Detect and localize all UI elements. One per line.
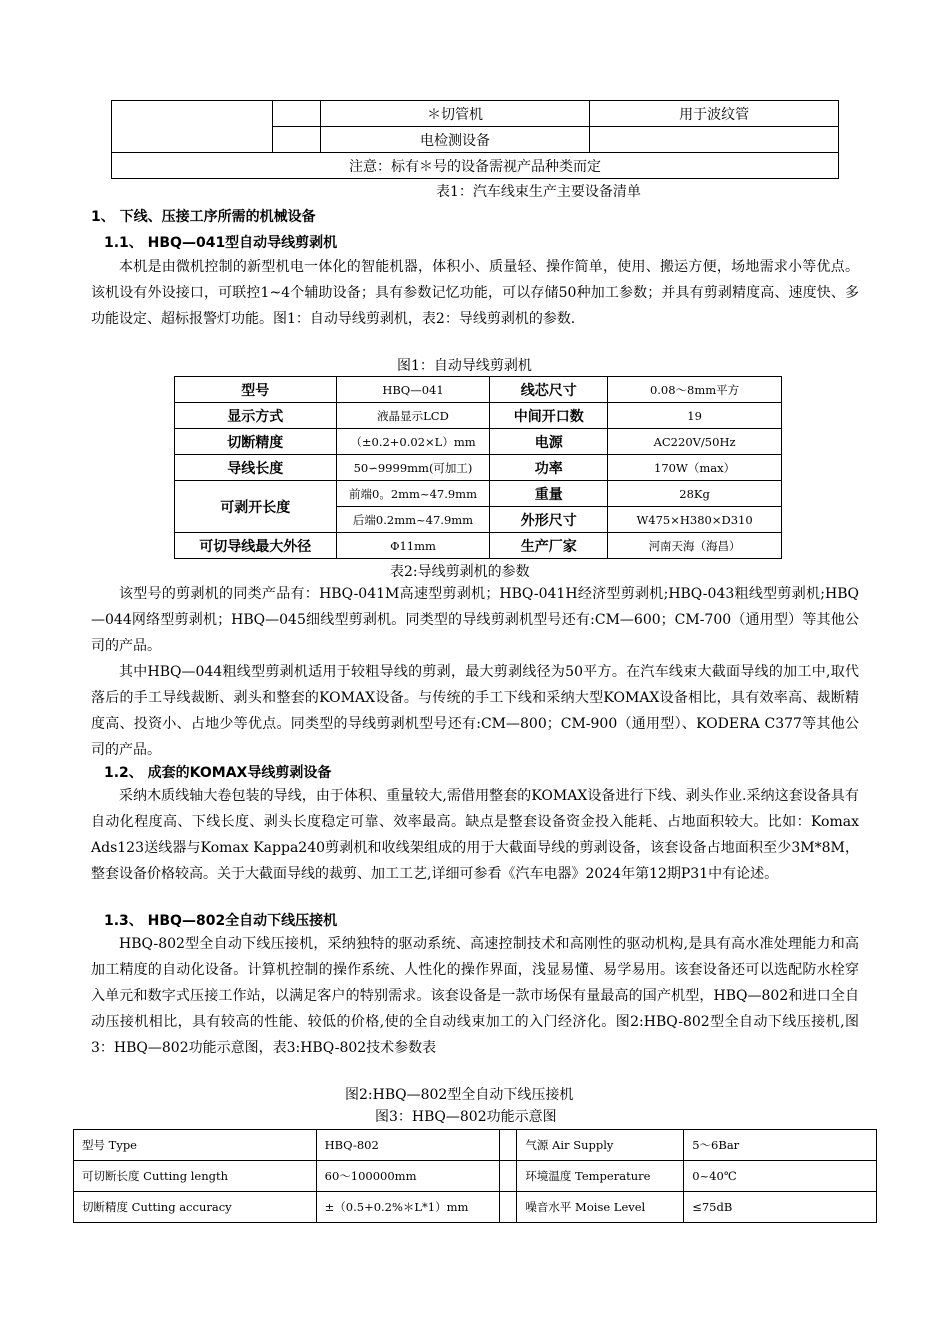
table-cell: HBQ-802 <box>316 1130 500 1161</box>
table-cell: Φ11mm <box>336 533 490 559</box>
table-cell <box>272 127 320 153</box>
figure1-caption: 图1：自动导线剪剥机 <box>397 358 532 374</box>
table-cell <box>500 1161 517 1192</box>
table-footnote: 注意：标有＊号的设备需视产品种类而定 <box>112 153 839 179</box>
table-cell: W475×H380×D310 <box>608 507 782 533</box>
table-cell: 环境温度 Temperature <box>517 1161 684 1192</box>
table-cell: （±0.2+0.02×L）mm <box>336 429 490 455</box>
table-cell: 28Kg <box>608 481 782 507</box>
table-header-cell: 外形尺寸 <box>490 507 608 533</box>
table-cell <box>112 101 273 153</box>
table-row <box>175 377 782 403</box>
table-row <box>112 153 839 179</box>
table-cell: ±（0.5+0.2%＊L*1）mm <box>316 1192 500 1223</box>
table-row <box>175 403 782 429</box>
table-cell: 0~40℃ <box>684 1161 877 1192</box>
table-cell: 切断精度 Cutting accuracy <box>74 1192 317 1223</box>
table-header-cell: 生产厂家 <box>490 533 608 559</box>
table-cell: 后端0.2mm~47.9mm <box>336 507 490 533</box>
table-header-cell: 功率 <box>490 455 608 481</box>
table-cell: AC220V/50Hz <box>608 429 782 455</box>
table-row <box>175 455 782 481</box>
paragraph-1-1-b: 该型号的剪剥机的同类产品有：HBQ-041M高速型剪剥机；HBQ-041H经济型剪剥机;HBQ-043粗线型剪剥机;HBQ—044网络型剪剥机；HBQ—045细线型剪剥机。同类型的导线剪剥机型号还有:CM—600；CM-700（通用型）等其他公司的产品。 <box>91 586 859 654</box>
table-cell: 可切断长度 Cutting length <box>74 1161 317 1192</box>
section-heading-1-1: 1.1、 HBQ—041型自动导线剪剥机 <box>104 235 338 251</box>
table-row <box>112 101 839 127</box>
table-cell: 液晶显示LCD <box>336 403 490 429</box>
table-cell: 河南天海（海昌） <box>608 533 782 559</box>
table-cell: 170W（max） <box>608 455 782 481</box>
table-cell: 用于波纹管 <box>590 101 839 127</box>
paragraph-1-1-c: 其中HBQ—044粗线型剪剥机适用于较粗导线的剪剥，最大剪剥线径为50平方。在汽车线束大截面导线的加工中,取代落后的手工导线裁断、剥头和整套的KOMAX设备。与传统的手工下线和采纳大型KOMAX设备相比，具有效率高、裁断精度高、投资小、占地少等优点。同类型的导线剪剥机型号还有:CM—800；CM-900（通用型）、KODERA C377等其他公司的产品。 <box>91 664 859 758</box>
paragraph-1-2: 采纳木质线轴大卷包装的导线，由于体积、重量较大,需借用整套的KOMAX设备进行下线、剥头作业.采纳这套设备具有自动化程度高、下线长度、剥头长度稳定可靠、效率最高。缺点是整套设备资金投入能耗、占地面积较大。比如：Komax Ads123送线器与Komax Kappa240剪剥机和收线架组成的用于大截面导线的剪剥设备，该套设备占地面积至少3M*8M，整套设备价格较高。关于大截面导线的裁剪、加工工艺,详细可参看《汽车电器》2024年第12期P31中有论述。 <box>91 788 859 882</box>
table-cell: ＊切管机 <box>320 101 590 127</box>
table-cell: 噪音水平 Moise Level <box>517 1192 684 1223</box>
equipment-list-table <box>111 100 839 179</box>
table-header-cell: 导线长度 <box>175 455 337 481</box>
table-cell: 型号 Type <box>74 1130 317 1161</box>
table-cell: 19 <box>608 403 782 429</box>
table-header-cell: 可切导线最大外径 <box>175 533 337 559</box>
table-cell: HBQ—041 <box>336 377 490 403</box>
table-header-cell: 切断精度 <box>175 429 337 455</box>
table-header-cell: 重量 <box>490 481 608 507</box>
table-cell <box>500 1192 517 1223</box>
table-cell: ≤75dB <box>684 1192 877 1223</box>
table2-caption: 表2:导线剪剥机的参数 <box>390 564 530 580</box>
table-header-cell: 电源 <box>490 429 608 455</box>
table-cell: 前端0。2mm~47.9mm <box>336 481 490 507</box>
table-header-cell: 型号 <box>175 377 337 403</box>
figure3-caption: 图3：HBQ—802功能示意图 <box>375 1109 557 1125</box>
table-row <box>175 429 782 455</box>
table-cell: 5～6Bar <box>684 1130 877 1161</box>
table-cell: 60～100000mm <box>316 1161 500 1192</box>
section-heading-1-3: 1.3、 HBQ—802全自动下线压接机 <box>104 913 338 929</box>
paragraph-1-1: 本机是由微机控制的新型机电一体化的智能机器，体积小、质量轻、操作简单，使用、搬运方便，场地需求小等优点。该机设有外设接口，可联控1~4个辅助设备；具有参数记忆功能，可以存储50种加工参数；并具有剪剥精度高、速度快、多功能设定、超标报警灯功能。图1：自动导线剪剥机，表2：导线剪剥机的参数. <box>91 259 859 327</box>
table-cell: 电检测设备 <box>320 127 590 153</box>
table1-caption: 表1：汽车线束生产主要设备清单 <box>436 184 641 200</box>
table-cell: 50∽9999mm(可加工) <box>336 455 490 481</box>
table-cell <box>500 1130 517 1161</box>
table-row <box>175 481 782 507</box>
table-row <box>74 1161 877 1192</box>
table-row <box>74 1192 877 1223</box>
table-header-cell: 可剥开长度 <box>175 481 337 533</box>
table-cell <box>272 101 320 127</box>
section-heading-1: 1、 下线、压接工序所需的机械设备 <box>91 209 316 225</box>
figure2-caption: 图2:HBQ—802型全自动下线压接机 <box>345 1087 574 1103</box>
table-row <box>74 1130 877 1161</box>
table-cell: 气源 Air Supply <box>517 1130 684 1161</box>
table-cell: 0.08～8mm平方 <box>608 377 782 403</box>
table-cell <box>590 127 839 153</box>
table-header-cell: 线芯尺寸 <box>490 377 608 403</box>
table-header-cell: 显示方式 <box>175 403 337 429</box>
paragraph-1-3: HBQ-802型全自动下线压接机，采纳独特的驱动系统、高速控制技术和高刚性的驱动机构,是具有高水准处理能力和高加工精度的自动化设备。计算机控制的操作系统、人性化的操作界面，浅显易懂、易学易用。该套设备还可以选配防水栓穿入单元和数字式压接工作站，以满足客户的特别需求。该套设备是一款市场保有量最高的国产机型，HBQ—802和进口全自动压接机相比，具有较高的性能、较低的价格,使的全自动线束加工的入门经济化。图2:HBQ-802型全自动下线压接机,图3：HBQ—802功能示意图，表3:HBQ-802技术参数表 <box>91 936 859 1056</box>
tech-params-table <box>73 1129 877 1223</box>
section-heading-1-2: 1.2、 成套的KOMAX导线剪剥设备 <box>104 765 332 781</box>
table-header-cell: 中间开口数 <box>490 403 608 429</box>
table-row <box>175 533 782 559</box>
stripper-params-table <box>174 376 782 559</box>
